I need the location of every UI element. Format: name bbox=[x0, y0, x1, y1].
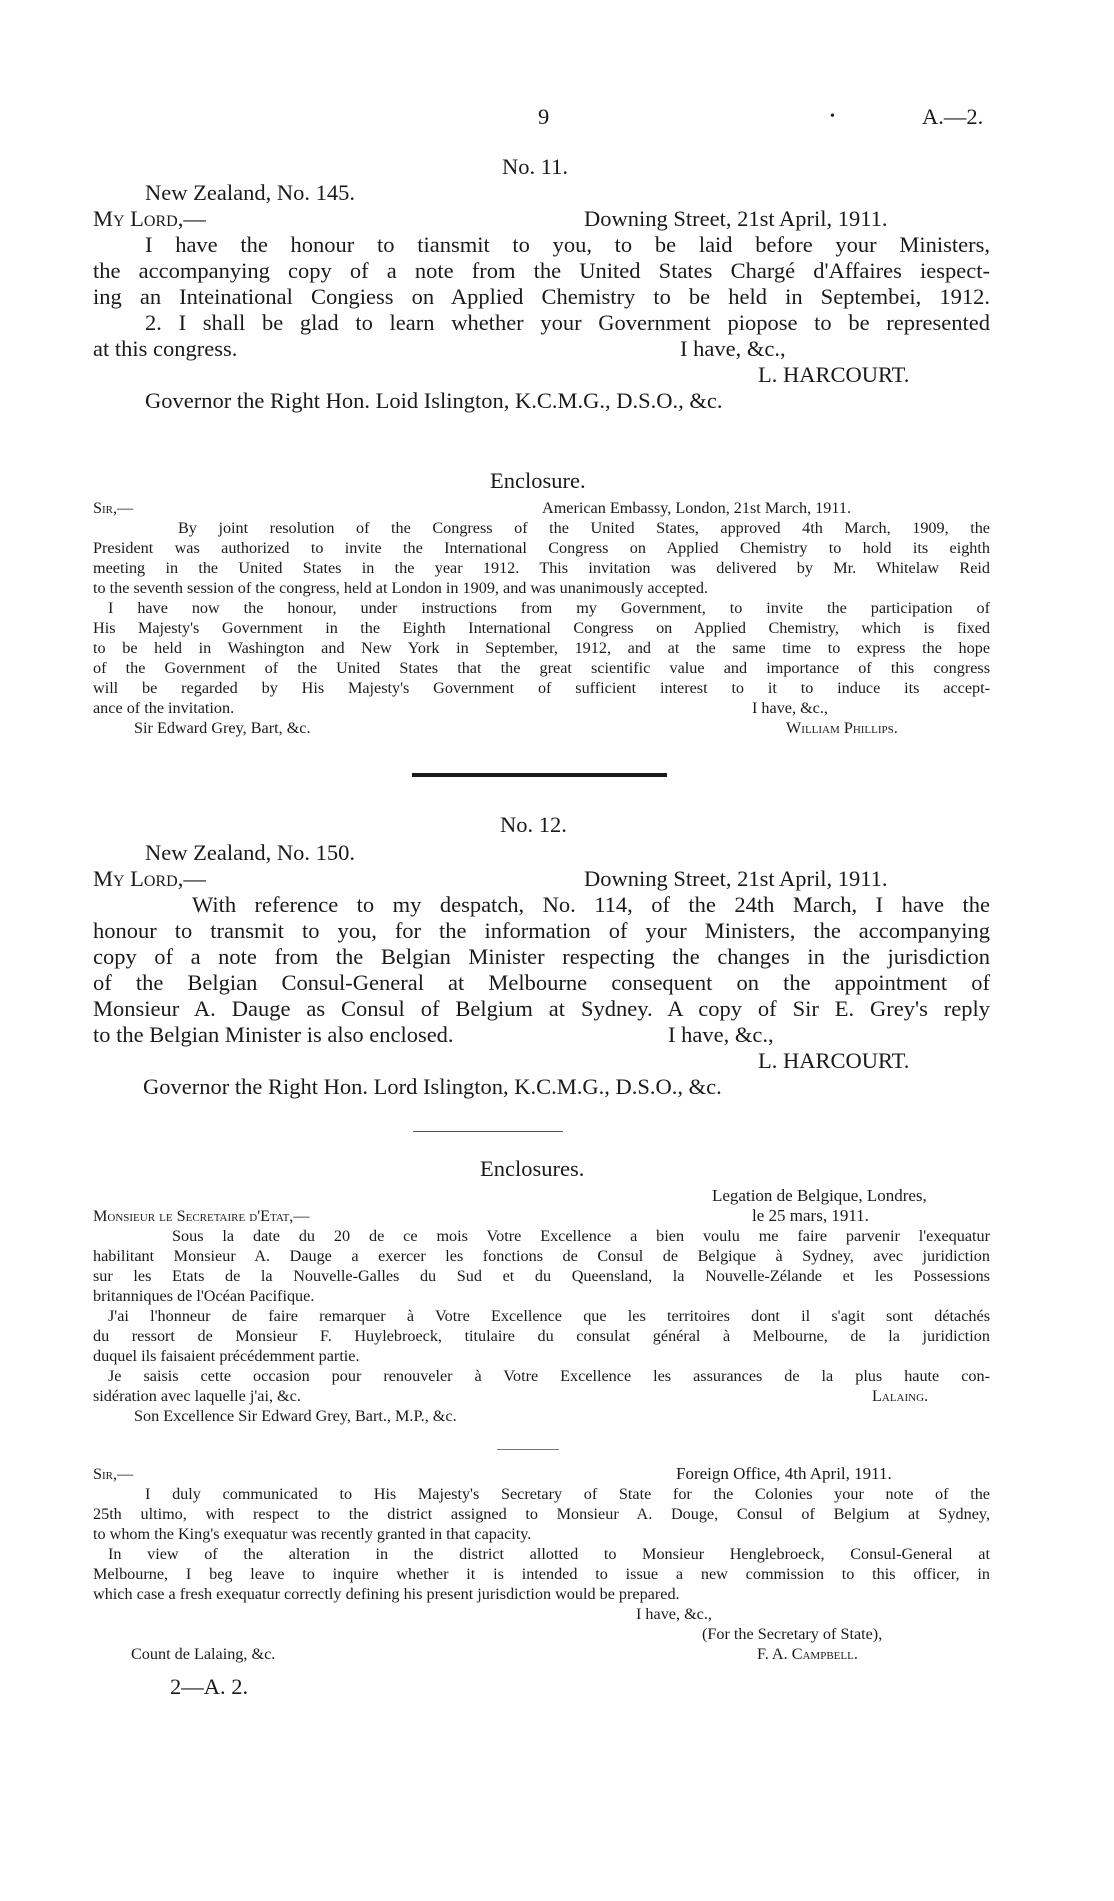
reply-line-6: which case a fresh exequatur correctly defining his present jurisdiction would be prepared. bbox=[93, 1585, 680, 1603]
reply-line-2: 25th ultimo, with respect to the district assigned to Monsieur A. Douge, Consul of Belgium at Sydney, bbox=[93, 1505, 990, 1523]
enclosure1-dateline: American Embassy, London, 21st March, 1911. bbox=[542, 499, 851, 517]
doc11-line-3: ing an Inteinational Congiess on Applied Chemistry to be held in Septembei, 1912. bbox=[93, 284, 990, 309]
enclosures2-address-2: le 25 mars, 1911. bbox=[752, 1206, 869, 1225]
doc11-closing: I have, &c., bbox=[680, 336, 786, 361]
doc12-line-5: Monsieur A. Dauge as Consul of Belgium at Sydney. A copy of Sir E. Grey's reply bbox=[93, 996, 990, 1021]
enclosures2-line-5: J'ai l'honneur de faire remarquer à Votre Excellence que les territoires dont il s'agit sont détachés bbox=[108, 1307, 990, 1325]
doc11-addressee: Governor the Right Hon. Loid Islington, K.C.M.G., D.S.O., &c. bbox=[145, 388, 723, 413]
section-divider-thick bbox=[412, 773, 667, 777]
doc12-line-1: With reference to my despatch, No. 114, of the 24th March, I have the bbox=[192, 892, 990, 917]
doc11-line-5: at this congress. bbox=[93, 336, 238, 361]
doc12-line-6: to the Belgian Minister is also enclosed. bbox=[93, 1022, 454, 1047]
enclosures2-line-4: britanniques de l'Océan Pacifique. bbox=[93, 1287, 315, 1305]
doc12-ref: New Zealand, No. 150. bbox=[145, 840, 355, 865]
enclosure1-signature: William Phillips. bbox=[786, 719, 898, 737]
doc12-addressee: Governor the Right Hon. Lord Islington, K.C.M.G., D.S.O., &c. bbox=[143, 1074, 722, 1099]
enclosure1-line-1: By joint resolution of the Congress of the United States, approved 4th March, 1909, the bbox=[178, 519, 990, 537]
enclosures2-line-7: duquel ils faisaient précédemment partie. bbox=[93, 1347, 360, 1365]
enclosures2-line-6: du ressort de Monsieur F. Huylebroeck, titulaire du consulat général à Melbourne, de la juridiction bbox=[93, 1327, 990, 1345]
reply-dateline: Foreign Office, 4th April, 1911. bbox=[676, 1464, 892, 1483]
enclosure1-heading: Enclosure. bbox=[490, 468, 586, 493]
enclosures2-line-2: habilitant Monsieur A. Dauge a exercer les fonctions de Consul de Belgique à Sydney, avec juridiction bbox=[93, 1247, 990, 1265]
enclosures2-line-3: sur les Etats de la Nouvelle-Galles du Sud et du Queensland, la Nouvelle-Zélande et les Possessions bbox=[93, 1267, 990, 1285]
reply-for-line: (For the Secretary of State), bbox=[702, 1625, 883, 1643]
doc12-salutation: My Lord,— bbox=[93, 866, 206, 891]
doc12-line-3: copy of a note from the Belgian Minister respecting the changes in the jurisdiction bbox=[93, 944, 990, 969]
enclosure1-line-3: meeting in the United States in the year 1912. This invitation was delivered by Mr. Whitelaw Reid bbox=[93, 559, 990, 577]
enclosures2-line-1: Sous la date du 20 de ce mois Votre Excellence a bien voulu me faire parvenir l'exequatur bbox=[172, 1227, 990, 1245]
series-number: A.—2. bbox=[922, 104, 984, 129]
enclosure1-line-6: His Majesty's Government in the Eighth International Congress on Applied Chemistry, which is fixed bbox=[93, 619, 990, 637]
doc11-dateline: Downing Street, 21st April, 1911. bbox=[584, 206, 888, 231]
reply-addressee: Count de Lalaing, &c. bbox=[131, 1645, 276, 1663]
enclosure1-line-2: President was authorized to invite the International Congress on Applied Chemistry to hold its eighth bbox=[93, 539, 990, 557]
reply-line-3: to whom the King's exequatur was recently granted in that capacity. bbox=[93, 1525, 532, 1543]
doc11-ref: New Zealand, No. 145. bbox=[145, 180, 355, 205]
section-divider-short bbox=[497, 1449, 559, 1450]
header-dot: • bbox=[830, 109, 835, 124]
reply-line-1: I duly communicated to His Majesty's Secretary of State for the Colonies your note of the bbox=[145, 1485, 990, 1503]
section-divider-thin bbox=[413, 1131, 563, 1132]
enclosure1-line-9: will be regarded by His Majesty's Government of sufficient interest to it to induce its accept- bbox=[93, 679, 990, 697]
enclosure1-salutation: Sir,— bbox=[93, 499, 134, 517]
reply-line-4: In view of the alteration in the district allotted to Monsieur Henglebroeck, Consul-General at bbox=[108, 1545, 990, 1563]
doc12-signature: L. HARCOURT. bbox=[758, 1048, 910, 1073]
enclosures2-heading: Enclosures. bbox=[480, 1156, 585, 1181]
enclosures2-salutation: Monsieur le Secretaire d'Etat,— bbox=[93, 1207, 310, 1225]
enclosures2-signature: Lalaing. bbox=[872, 1387, 929, 1405]
doc11-line-4: 2. I shall be glad to learn whether your Government piopose to be represented bbox=[145, 310, 990, 335]
doc11-salutation: My Lord,— bbox=[93, 206, 206, 231]
enclosures2-address-1: Legation de Belgique, Londres, bbox=[712, 1186, 927, 1205]
enclosures2-addressee: Son Excellence Sir Edward Grey, Bart., M.P., &c. bbox=[134, 1407, 457, 1425]
doc11-number: No. 11. bbox=[502, 154, 569, 179]
enclosure1-closing: I have, &c., bbox=[752, 699, 828, 717]
doc11-line-2: the accompanying copy of a note from the United States Chargé d'Affaires iespect- bbox=[93, 258, 990, 283]
reply-line-5: Melbourne, I beg leave to inquire whether it is intended to issue a new commission to this officer, in bbox=[93, 1565, 990, 1583]
signature-mark: 2—A. 2. bbox=[170, 1674, 249, 1699]
enclosure1-line-4: to the seventh session of the congress, held at London in 1909, and was unanimously accepted. bbox=[93, 579, 708, 597]
doc12-line-4: of the Belgian Consul-General at Melbourne consequent on the appointment of bbox=[93, 970, 990, 995]
reply-signature: F. A. Campbell. bbox=[757, 1645, 858, 1663]
doc12-dateline: Downing Street, 21st April, 1911. bbox=[584, 866, 888, 891]
doc12-line-2: honour to transmit to you, for the information of your Ministers, the accompanying bbox=[93, 918, 990, 943]
doc11-signature: L. HARCOURT. bbox=[758, 362, 910, 387]
doc11-line-1: I have the honour to tiansmit to you, to be laid before your Ministers, bbox=[145, 232, 990, 257]
enclosure1-addressee: Sir Edward Grey, Bart, &c. bbox=[134, 719, 311, 737]
enclosure1-line-8: of the Government of the United States that the great scientific value and importance of this congress bbox=[93, 659, 990, 677]
enclosure1-line-10: ance of the invitation. bbox=[93, 699, 235, 717]
doc12-number: No. 12. bbox=[500, 812, 567, 837]
reply-closing: I have, &c., bbox=[636, 1605, 712, 1623]
enclosure1-line-5: I have now the honour, under instructions from my Government, to invite the participation of bbox=[108, 599, 990, 617]
enclosures2-line-9: sidération avec laquelle j'ai, &c. bbox=[93, 1387, 301, 1405]
doc12-closing: I have, &c., bbox=[668, 1022, 774, 1047]
enclosures2-line-8: Je saisis cette occasion pour renouveler à Votre Excellence les assurances de la plus haute con- bbox=[108, 1367, 990, 1385]
enclosure1-line-7: to be held in Washington and New York in September, 1912, and at the same time to express the hope bbox=[93, 639, 990, 657]
reply-salutation: Sir,— bbox=[93, 1465, 134, 1483]
page-number: 9 bbox=[538, 104, 550, 129]
